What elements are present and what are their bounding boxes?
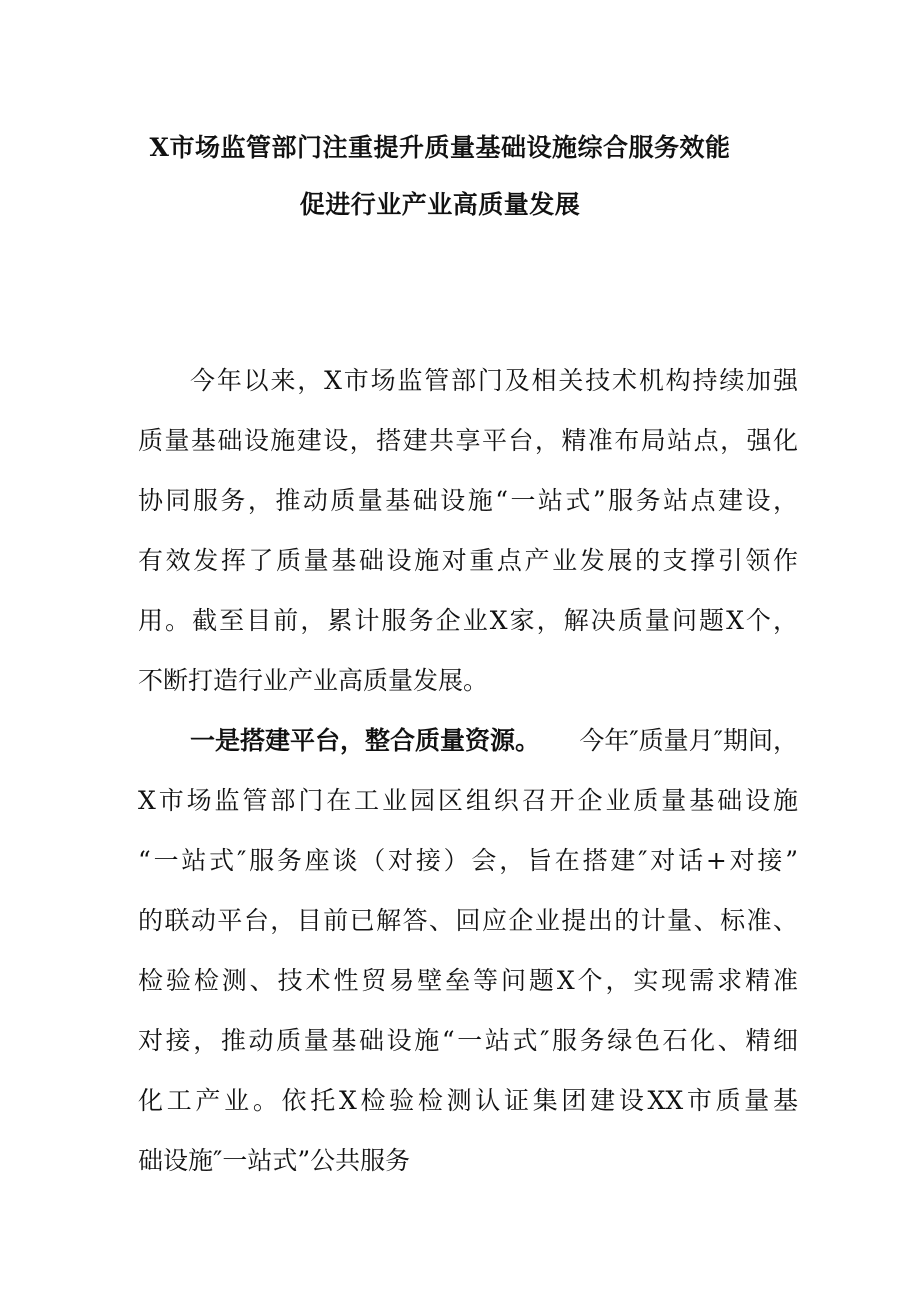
paragraph-1-line-3: 协同服务，推动质量基础设施“一站式”服务站点建设，: [138, 486, 798, 515]
paragraph-1-line-1: 今年以来，X市场监管部门及相关技术机构持续加强: [190, 366, 798, 395]
paragraph-1-line-2: 质量基础设施建设，搭建共享平台，精准布局站点，强化: [138, 426, 798, 455]
paragraph-2-line-3: “一站式″服务座谈（对接）会，旨在搭建″对话+对接”: [138, 846, 798, 875]
paragraph-1-line-4: 有效发挥了质量基础设施对重点产业发展的支撑引领作: [138, 546, 798, 575]
paragraph-2-line-8: 础设施″一站式”公共服务: [138, 1146, 411, 1175]
document-title-line-2: 促进行业产业高质量发展: [299, 190, 581, 219]
paragraph-2-line-5: 检验检测、技术性贸易壁垒等问题X个，实现需求精准: [138, 966, 798, 995]
paragraph-2-line-2: X市场监管部门在工业园区组织召开企业质量基础设施: [138, 786, 798, 815]
paragraph-1-line-6: 不断打造行业产业高质量发展。: [138, 666, 489, 695]
paragraph-2-line-6: 对接，推动质量基础设施“一站式″服务绿色石化、精细: [138, 1026, 798, 1055]
paragraph-2-line-7: 化工产业。依托X检验检测认证集团建设XX市质量基: [138, 1086, 798, 1115]
paragraph-1-line-5: 用。截至目前，累计服务企业X家，解决质量问题X个，: [138, 606, 798, 635]
document-title-line-1: X市场监管部门注重提升质量基础设施综合服务效能: [149, 133, 731, 162]
paragraph-2-line-4: 的联动平台，目前已解答、回应企业提出的计量、标准、: [138, 906, 798, 935]
paragraph-2-line-1: [190, 726, 798, 756]
paragraph-2-first-rest: 今年″质量月″期间，: [579, 726, 798, 755]
paragraph-2-heading: 一是搭建平台，整合质量资源。: [190, 726, 541, 755]
